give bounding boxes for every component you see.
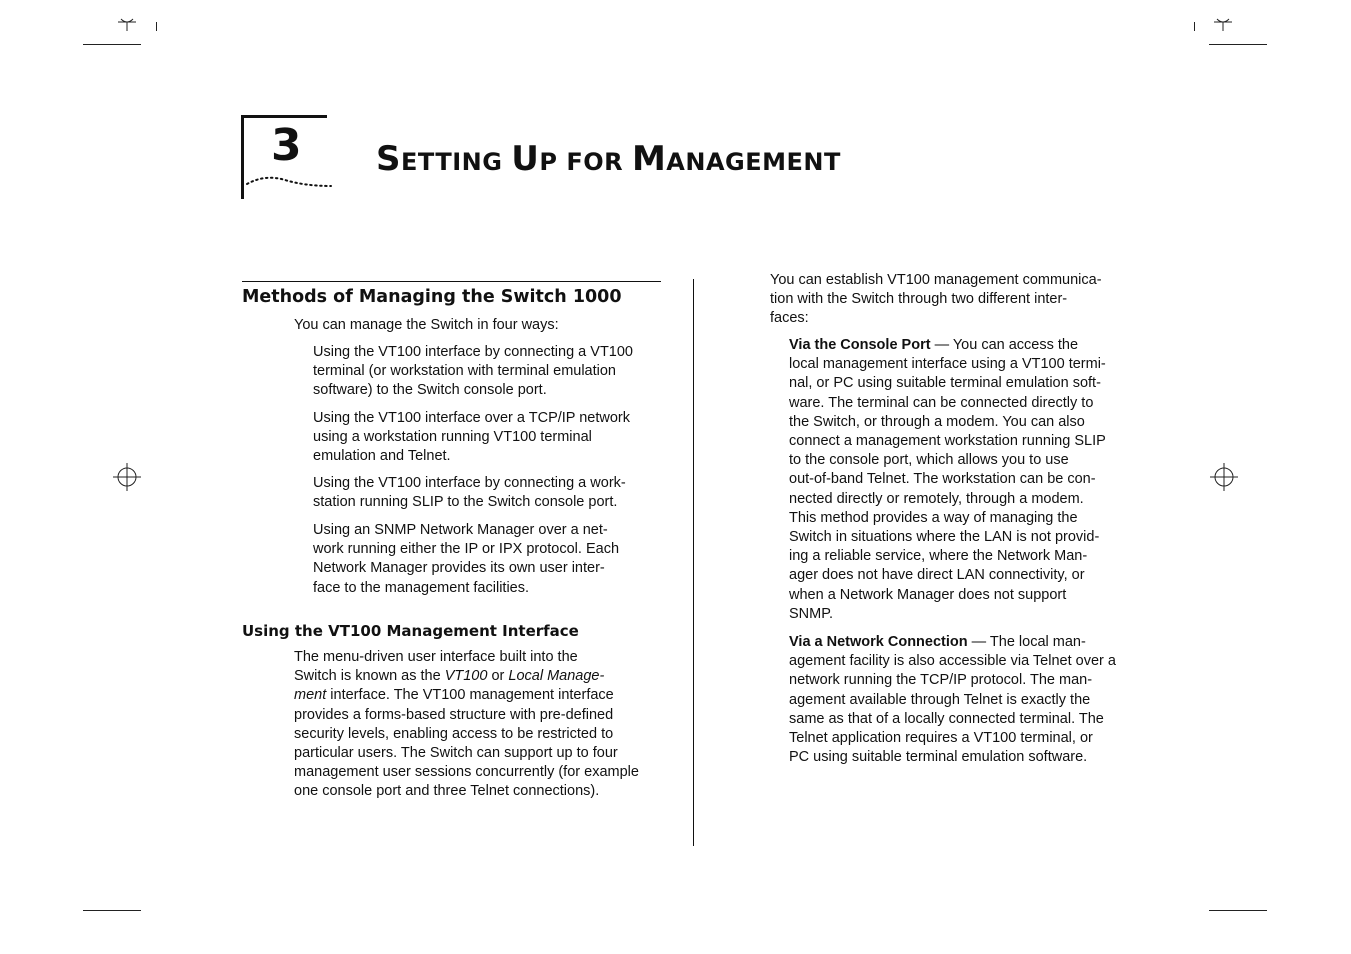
console-port-label: Via the Console Port	[789, 337, 931, 353]
crosshair-icon	[113, 463, 141, 491]
title-small-3: ANAGEMENT	[666, 148, 841, 176]
title-small-1: ETTING	[401, 148, 512, 176]
column-divider	[693, 279, 694, 846]
crosshair-icon	[1210, 463, 1238, 491]
registration-mark-icon	[117, 18, 137, 32]
network-connection-label: Via a Network Connection	[789, 634, 968, 650]
dotted-curve-icon	[245, 172, 335, 192]
list-item: Using an SNMP Network Manager over a net- work running either the IP or IPX protocol. Each Network Manager provides its own user inter- face to the management facilities.	[313, 522, 620, 596]
right-intro: You can establish VT100 management communica- tion with the Switch through two different inter- faces:	[770, 272, 1102, 327]
console-port-paragraph: Via the Console Port — You can access the local management interface using a VT100 termi- nal, or PC using suitable terminal emulation soft- ware. The terminal can be connected directly to the Switch, or through a modem. You can also connect a management workstation running SLIP to the console port, which allows you to use out-of-band Telnet. The workstation can be con- nected directly or remotely, through a modem. This method provides a way of managing the Switch in situations where the LAN is not provid- ing a reliable service, where the Network Man- ager does not have direct LAN connectivity, or when a Network Manager does not support SNMP.	[789, 337, 1106, 622]
chapter-number: 3	[271, 120, 302, 171]
section-rule	[242, 281, 661, 282]
registration-mark-icon	[1213, 18, 1233, 32]
list-item: Using the VT100 interface by connecting a work- station running SLIP to the Switch console port.	[313, 475, 626, 511]
list-item: Using the VT100 interface over a TCP/IP network using a workstation running VT100 terminal emulation and Telnet.	[313, 410, 631, 465]
list-item: Using the VT100 interface by connecting a VT100 terminal (or workstation with terminal emulation software) to the Switch console port.	[313, 344, 633, 399]
title-cap-u: U	[511, 139, 540, 179]
chapter-title	[376, 139, 841, 179]
title-cap-m: M	[631, 139, 667, 179]
vt100-paragraph: The menu-driven user interface built into the Switch is known as the VT100 or Local Manage- ment interface. The VT100 management interface provides a forms-based structure with pre-defined security levels, enabling access to be restricted to particular users. The Switch can support up to four management user sessions concurrently (for example one console port and three Telnet connections).	[294, 649, 639, 800]
intro-paragraph: You can manage the Switch in four ways:	[294, 317, 559, 333]
title-cap-s: S	[376, 139, 401, 179]
subsection-heading: Using the VT100 Management Interface	[242, 622, 579, 640]
network-connection-paragraph: Via a Network Connection — The local man- agement facility is also accessible via Telnet over a network running the TCP/IP protocol. The man- agement available through Telnet is exactly the same as that of a locally connected terminal. The Telnet application requires a VT100 terminal, or PC using suitable terminal emulation software.	[789, 634, 1116, 766]
section-heading: Methods of Managing the Switch 1000	[242, 287, 622, 307]
title-small-2: P FOR	[539, 148, 632, 176]
